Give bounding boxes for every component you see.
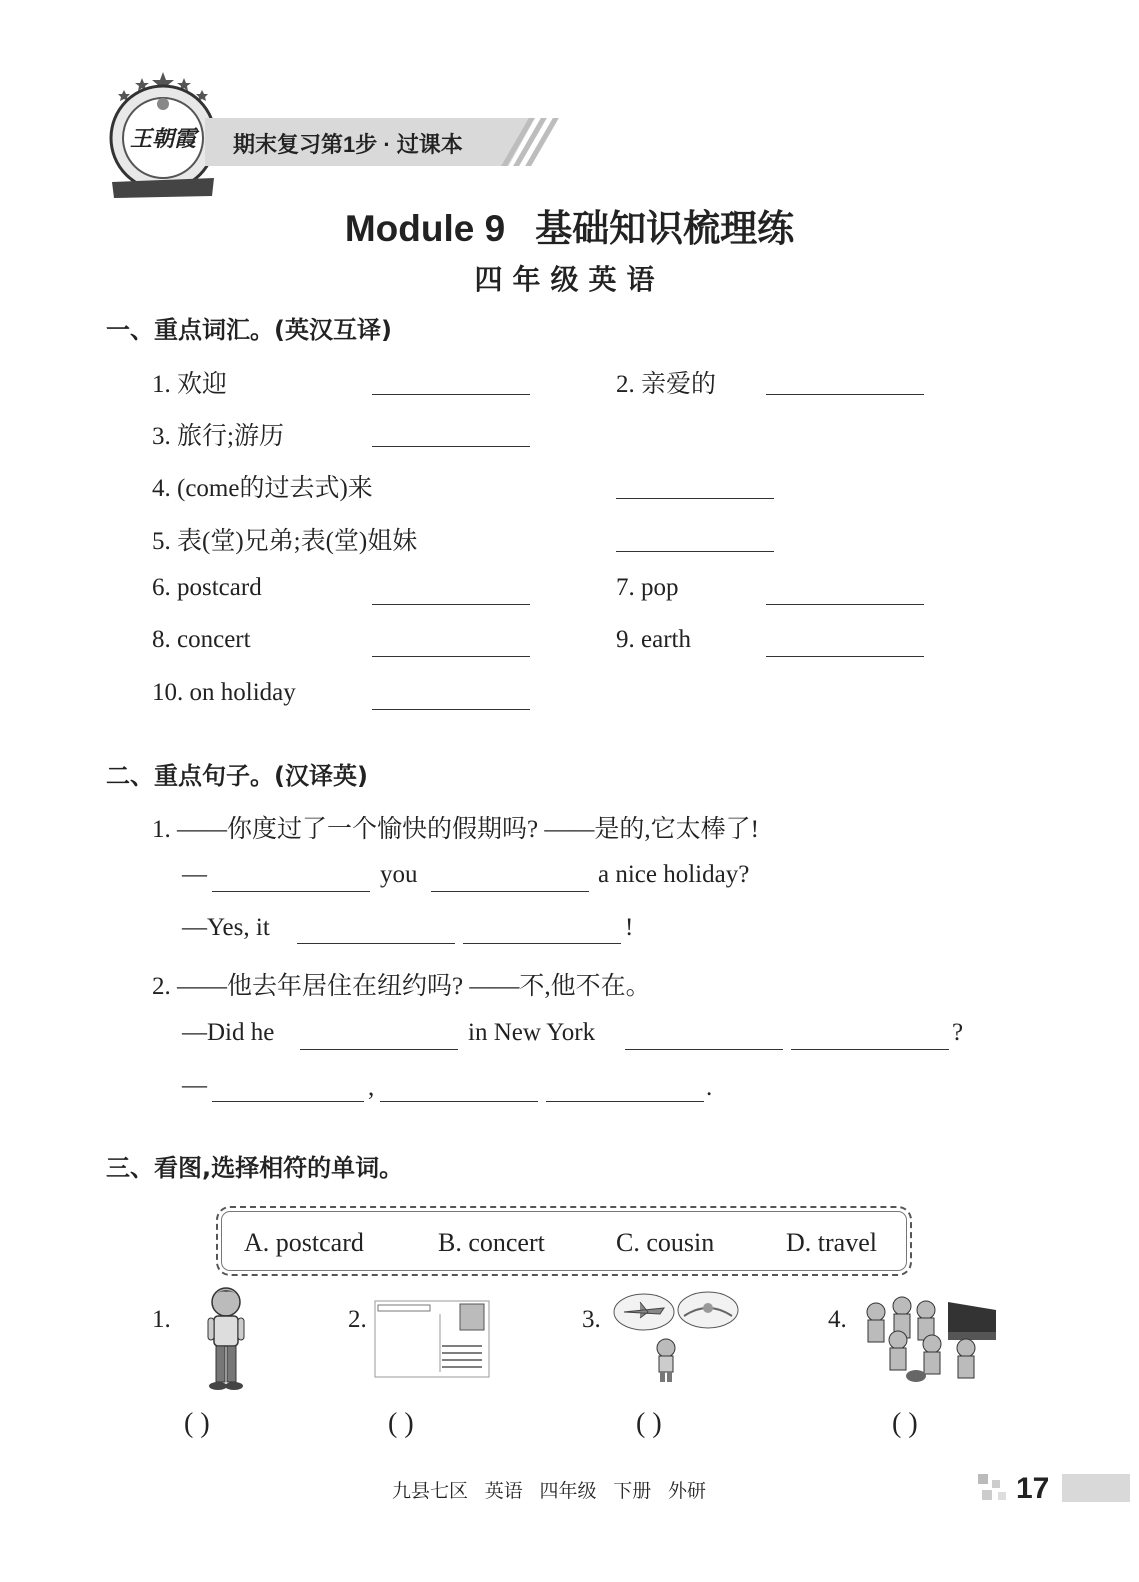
answer-blank[interactable] xyxy=(297,943,455,944)
picture-number-3: 3. xyxy=(582,1306,601,1333)
answer-parentheses-3[interactable]: ( ) xyxy=(636,1408,662,1439)
picture-number-2: 2. xyxy=(348,1306,367,1333)
answer-blank[interactable] xyxy=(372,604,530,605)
choice-a: A. postcard xyxy=(244,1228,364,1257)
picture-number-1: 1. xyxy=(152,1306,171,1333)
answer-blank[interactable] xyxy=(791,1049,949,1050)
dash: — xyxy=(182,861,207,888)
choice-b: B. concert xyxy=(438,1228,545,1257)
choice-c: C. cousin xyxy=(616,1228,715,1257)
vocab-item-7: 7. pop xyxy=(616,574,679,601)
travel-picture xyxy=(610,1290,740,1386)
concert-picture xyxy=(862,1292,1002,1384)
section2-heading: 二、重点句子。(汉译英) xyxy=(106,762,368,790)
section3-heading: 三、看图,选择相符的单词。 xyxy=(106,1154,404,1182)
page-number-bar xyxy=(1062,1474,1130,1502)
question-mark: ? xyxy=(952,1019,964,1046)
footer-decoration xyxy=(978,1474,1012,1504)
banner-text: 期末复习第1步 · 过课本 xyxy=(233,132,463,157)
section1-heading: 一、重点词汇。(英汉互译) xyxy=(106,316,392,344)
vocab-item-9: 9. earth xyxy=(616,626,691,653)
footer-text: 九县七区 英语 四年级 下册 外研 xyxy=(392,1481,707,1502)
sentence-1-prompt: 1. ——你度过了一个愉快的假期吗? ——是的,它太棒了! xyxy=(152,816,759,843)
vocab-item-4: 4. (come的过去式)来 xyxy=(152,475,373,502)
yes-it: —Yes, it xyxy=(182,914,270,941)
answer-blank[interactable] xyxy=(380,1101,538,1102)
answer-blank[interactable] xyxy=(766,604,924,605)
exclamation: ! xyxy=(625,914,634,941)
word-choices-box xyxy=(216,1206,912,1276)
answer-blank[interactable] xyxy=(463,943,621,944)
vocab-item-3: 3. 旅行;游历 xyxy=(152,423,284,450)
answer-blank[interactable] xyxy=(625,1049,783,1050)
vocab-item-8: 8. concert xyxy=(152,626,251,653)
did-he: —Did he xyxy=(182,1019,275,1046)
logo-text: 王朝霞 xyxy=(129,126,196,151)
vocab-item-6: 6. postcard xyxy=(152,574,262,601)
review-step-banner xyxy=(205,118,550,166)
sentence-2-prompt: 2. ——他去年居住在纽约吗? ——不,他不在。 xyxy=(152,973,651,1000)
word-you: you xyxy=(380,861,418,888)
answer-blank[interactable] xyxy=(212,891,370,892)
answer-blank[interactable] xyxy=(616,551,774,552)
choice-d: D. travel xyxy=(786,1228,877,1257)
vocab-item-5: 5. 表(堂)兄弟;表(堂)姐妹 xyxy=(152,528,418,555)
subtitle: 四年级英语 xyxy=(474,263,665,296)
period: . xyxy=(706,1074,713,1101)
answer-blank[interactable] xyxy=(766,394,924,395)
answer-parentheses-4[interactable]: ( ) xyxy=(892,1408,918,1439)
answer-blank[interactable] xyxy=(212,1101,364,1102)
vocab-item-1: 1. 欢迎 xyxy=(152,371,228,398)
answer-blank[interactable] xyxy=(300,1049,458,1050)
answer-blank[interactable] xyxy=(372,446,530,447)
boy-picture xyxy=(196,1284,256,1394)
answer-blank[interactable] xyxy=(546,1101,704,1102)
answer-blank[interactable] xyxy=(766,656,924,657)
postcard-picture xyxy=(374,1300,490,1378)
answer-parentheses-2[interactable]: ( ) xyxy=(388,1408,414,1439)
dash: — xyxy=(182,1072,207,1099)
vocab-item-10: 10. on holiday xyxy=(152,679,296,706)
page-number: 17 xyxy=(1016,1472,1050,1505)
module-name: 基础知识梳理练 xyxy=(535,208,795,249)
answer-parentheses-1[interactable]: ( ) xyxy=(184,1408,210,1439)
page-title xyxy=(0,198,1139,252)
answer-blank[interactable] xyxy=(431,891,589,892)
picture-number-4: 4. xyxy=(828,1306,847,1333)
module-label: Module 9 xyxy=(344,208,506,249)
comma: , xyxy=(368,1074,375,1101)
answer-blank[interactable] xyxy=(616,498,774,499)
phrase-nice-holiday: a nice holiday? xyxy=(598,861,750,888)
vocab-item-2: 2. 亲爱的 xyxy=(616,371,717,398)
in-new-york: in New York xyxy=(468,1019,596,1046)
answer-blank[interactable] xyxy=(372,394,530,395)
answer-blank[interactable] xyxy=(372,656,530,657)
answer-blank[interactable] xyxy=(372,709,530,710)
